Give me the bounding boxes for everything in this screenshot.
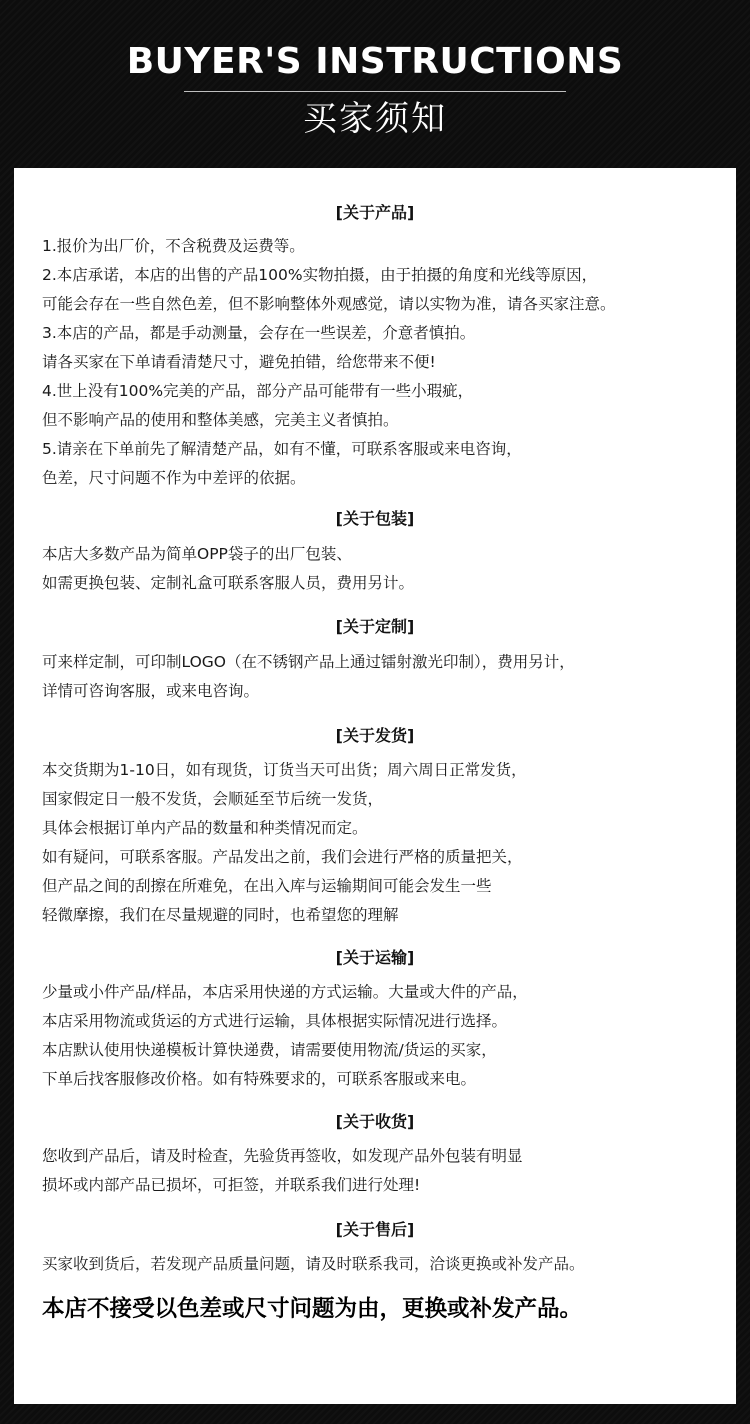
page-title-en: BUYER'S INSTRUCTIONS xyxy=(126,41,624,82)
text-line: 损坏或内部产品已损坏，可拒签，并联系我们进行处理! xyxy=(42,1176,421,1194)
text-line: 下单后找客服修改价格。如有特殊要求的，可联系客服或来电。 xyxy=(42,1070,477,1088)
text-line: 本店大多数产品为简单OPP袋子的出厂包装、 xyxy=(42,545,352,563)
section-title-transport: [关于运输] xyxy=(335,948,415,967)
section-title-product: [关于产品] xyxy=(335,203,415,222)
text-line: 轻微摩擦，我们在尽量规避的同时，也希望您的理解 xyxy=(42,906,399,924)
title-divider xyxy=(184,91,566,92)
section-body-custom xyxy=(42,648,732,706)
text-line: 5.请亲在下单前先了解清楚产品，如有不懂，可联系客服或来电咨询， xyxy=(42,440,522,458)
text-line: 买家收到货后，若发现产品质量问题，请及时联系我司，洽谈更换或补发产品。 xyxy=(42,1255,585,1273)
text-line: 请各买家在下单请看清楚尺寸，避免拍错，给您带来不便! xyxy=(42,353,436,371)
section-title-receiving: [关于收货] xyxy=(335,1112,415,1131)
text-line: 本店默认使用快递模板计算快递费，请需要使用物流/货运的买家， xyxy=(42,1041,497,1059)
section-body-transport xyxy=(42,978,732,1094)
text-line: 但不影响产品的使用和整体美感，完美主义者慎拍。 xyxy=(42,411,399,429)
section-body-aftersale xyxy=(42,1250,732,1279)
text-line: 可能会存在一些自然色差，但不影响整体外观感觉，请以实物为准，请各买家注意。 xyxy=(42,295,616,313)
page-title-cn: 买家须知 xyxy=(303,99,447,139)
text-line: 如需更换包装、定制礼盒可联系客服人员，费用另计。 xyxy=(42,574,415,592)
text-line: 本店采用物流或货运的方式进行运输，具体根据实际情况进行选择。 xyxy=(42,1012,508,1030)
text-line: 如有疑问，可联系客服。产品发出之前，我们会进行严格的质量把关， xyxy=(42,848,523,866)
text-line: 1.报价为出厂价，不含税费及运费等。 xyxy=(42,237,305,255)
final-notice: 本店不接受以色差或尺寸问题为由，更换或补发产品。 xyxy=(42,1296,583,1322)
text-line: 2.本店承诺，本店的出售的产品100%实物拍摄，由于拍摄的角度和光线等原因， xyxy=(42,266,598,284)
section-body-packaging xyxy=(42,540,732,598)
section-body-shipping xyxy=(42,756,732,930)
text-line: 3.本店的产品，都是手动测量，会存在一些误差，介意者慎拍。 xyxy=(42,324,476,342)
text-line: 但产品之间的刮擦在所难免，在出入库与运输期间可能会发生一些 xyxy=(42,877,492,895)
instructions-card xyxy=(14,168,736,1404)
section-title-custom: [关于定制] xyxy=(335,617,415,636)
text-line: 国家假定日一般不发货，会顺延至节后统一发货， xyxy=(42,790,384,808)
text-line: 可来样定制，可印制LOGO（在不锈钢产品上通过镭射激光印制），费用另计， xyxy=(42,653,575,671)
section-body-receiving xyxy=(42,1142,732,1200)
text-line: 具体会根据订单内产品的数量和种类情况而定。 xyxy=(42,819,368,837)
section-title-shipping: [关于发货] xyxy=(335,726,415,745)
text-line: 您收到产品后，请及时检查，先验货再签收，如发现产品外包装有明显 xyxy=(42,1147,523,1165)
section-title-packaging: [关于包装] xyxy=(335,509,415,528)
text-line: 4.世上没有100%完美的产品，部分产品可能带有一些小瑕疵， xyxy=(42,382,474,400)
text-line: 色差，尺寸问题不作为中差评的依据。 xyxy=(42,469,306,487)
text-line: 少量或小件产品/样品，本店采用快递的方式运输。大量或大件的产品， xyxy=(42,983,528,1001)
section-body-product xyxy=(42,232,732,493)
section-title-aftersale: [关于售后] xyxy=(335,1220,415,1239)
text-line: 本交货期为1-10日，如有现货，订货当天可出货；周六周日正常发货， xyxy=(42,761,527,779)
text-line: 详情可咨询客服，或来电咨询。 xyxy=(42,682,260,700)
